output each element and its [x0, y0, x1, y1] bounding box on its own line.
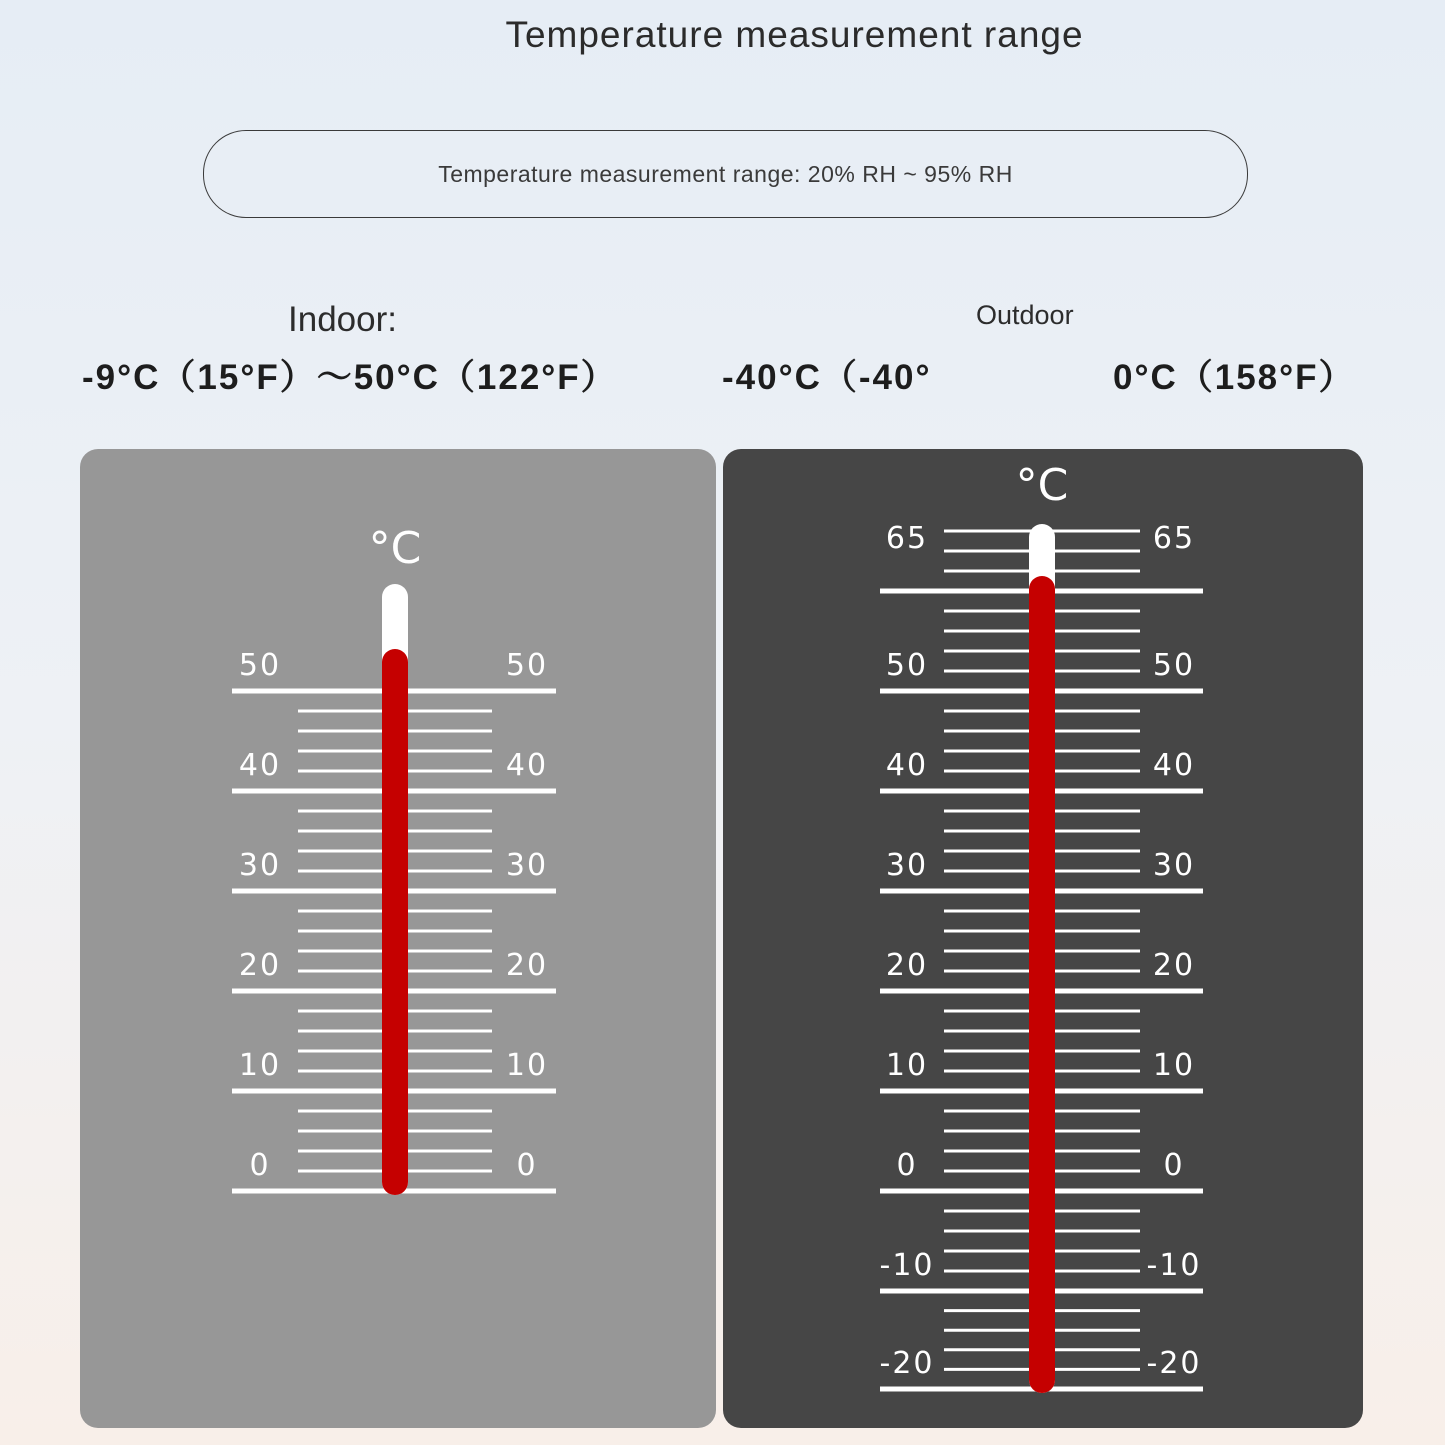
page-title: Temperature measurement range	[505, 14, 1084, 55]
outdoor-unit-label: °C	[1015, 460, 1069, 511]
indoor-tick-label-right: 40	[505, 748, 549, 783]
outdoor-tick-label-left: 10	[885, 1048, 929, 1083]
indoor-label: Indoor:	[288, 300, 397, 339]
indoor-tick-label-left: 20	[238, 948, 282, 983]
outdoor-tick-label-right: -10	[1146, 1248, 1202, 1283]
outdoor-label: Outdoor	[976, 300, 1074, 330]
indoor-tick-label-right: 10	[505, 1048, 549, 1083]
indoor-tick-label-right: 50	[505, 648, 549, 683]
indoor-tick-label-left: 50	[238, 648, 282, 683]
indoor-tick-label-right: 20	[505, 948, 549, 983]
outdoor-tick-label-left: 30	[885, 848, 929, 883]
outdoor-tick-label-left: 40	[885, 748, 929, 783]
outdoor-tick-label-right: 20	[1152, 948, 1196, 983]
outdoor-tick-label-left: 0	[896, 1148, 918, 1183]
indoor-tick-label-right: 30	[505, 848, 549, 883]
outdoor-tick-label-left: -20	[879, 1346, 935, 1381]
humidity-range-text: Temperature measurement range: 20% RH ~ 95% RH	[438, 160, 1013, 187]
indoor-tick-label-left: 30	[238, 848, 282, 883]
outdoor-tick-label-left: 65	[885, 521, 929, 556]
outdoor-range-text-right: 0°C（158°F）	[1113, 358, 1356, 397]
outdoor-range-text-left: -40°C（-40°	[722, 358, 932, 397]
indoor-tick-label-left: 0	[249, 1148, 271, 1183]
outdoor-tick-label-left: 20	[885, 948, 929, 983]
outdoor-tick-label-left: 50	[885, 648, 929, 683]
outdoor-tick-label-right: 10	[1152, 1048, 1196, 1083]
indoor-tick-label-left: 10	[238, 1048, 282, 1083]
outdoor-mercury-column	[1029, 576, 1055, 1393]
outdoor-tick-label-left: -10	[879, 1248, 935, 1283]
indoor-mercury-column	[382, 649, 408, 1195]
outdoor-tick-label-right: 65	[1152, 521, 1196, 556]
indoor-range-text: -9°C（15°F）～50°C（122°F）	[82, 358, 618, 397]
outdoor-tick-label-right: -20	[1146, 1346, 1202, 1381]
outdoor-tick-label-right: 30	[1152, 848, 1196, 883]
indoor-tick-label-right: 0	[516, 1148, 538, 1183]
outdoor-tick-label-right: 50	[1152, 648, 1196, 683]
outdoor-tick-label-right: 40	[1152, 748, 1196, 783]
indoor-tick-label-left: 40	[238, 748, 282, 783]
indoor-unit-label: °C	[368, 523, 422, 574]
outdoor-tick-label-right: 0	[1163, 1148, 1185, 1183]
